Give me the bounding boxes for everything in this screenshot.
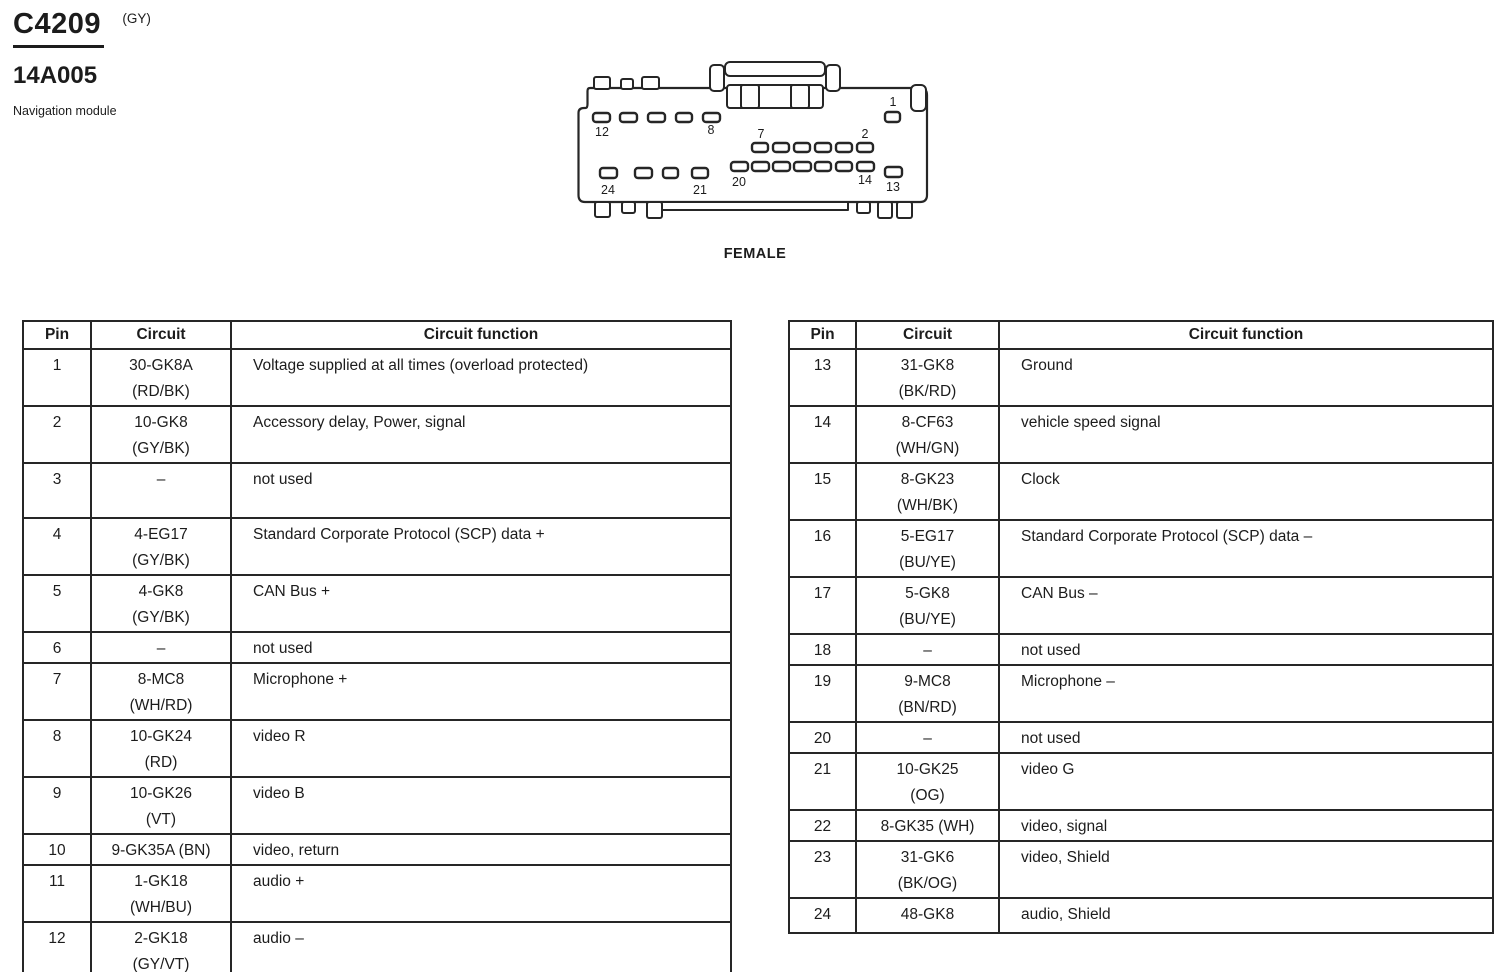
circuit-line: 4-GK8 (138, 583, 184, 600)
pin-cell: 21 (789, 753, 856, 810)
circuit-cell (91, 865, 231, 922)
pin-table-13-24 (788, 320, 1492, 934)
circuit-cell (91, 632, 231, 663)
pin-number-label: 7 (757, 127, 765, 141)
circuit-cell (856, 406, 999, 463)
pin-cell: 1 (23, 349, 91, 406)
pin-number-label: 1 (889, 95, 897, 109)
column-header: Circuit function (999, 321, 1493, 349)
circuit-line: 1-GK18 (134, 873, 188, 890)
circuit-line: (WH/BU) (130, 899, 192, 916)
pin-cell: 10 (23, 834, 91, 865)
table-row (23, 349, 731, 406)
circuit-line: 31-GK8 (900, 357, 955, 374)
table-row (23, 720, 731, 777)
circuit-line: 5-GK8 (905, 585, 950, 602)
column-header: Circuit (856, 321, 999, 349)
pin-number-label: 8 (707, 123, 715, 137)
pin-cell: 3 (23, 463, 91, 518)
circuit-function-cell: Ground (999, 349, 1493, 406)
circuit-function-cell: video G (999, 753, 1493, 810)
pin-cell: 6 (23, 632, 91, 663)
circuit-line: 48-GK8 (900, 906, 955, 923)
table-row (23, 663, 731, 720)
table-row (23, 632, 731, 663)
circuit-line: 30-GK8A (129, 357, 193, 374)
latch (710, 62, 840, 108)
header-row (789, 321, 1493, 349)
table-row (789, 349, 1493, 406)
circuit-function-cell: vehicle speed signal (999, 406, 1493, 463)
circuit-line: (BU/YE) (899, 554, 956, 571)
pin-cell: 17 (789, 577, 856, 634)
circuit-function-cell: video, Shield (999, 841, 1493, 898)
circuit-cell (91, 663, 231, 720)
circuit-function-cell: video B (231, 777, 731, 834)
circuit-line: 10-GK26 (129, 785, 193, 802)
connector-diagram (575, 55, 935, 220)
pin-number-label: 20 (732, 175, 746, 189)
pin-cell: 11 (23, 865, 91, 922)
circuit-cell (91, 777, 231, 834)
pin-cell: 24 (789, 898, 856, 933)
circuit-line: (RD/BK) (132, 383, 190, 400)
circuit-line: 8-GK23 (900, 471, 955, 488)
pin-cell: 18 (789, 634, 856, 665)
table-row (789, 406, 1493, 463)
circuit-cell (91, 922, 231, 972)
circuit-cell (856, 665, 999, 722)
circuit-function-cell: Accessory delay, Power, signal (231, 406, 731, 463)
circuit-line: (BN/RD) (898, 699, 957, 716)
header (13, 8, 151, 48)
circuit-cell (856, 520, 999, 577)
column-header: Pin (789, 321, 856, 349)
circuit-function-cell: Standard Corporate Protocol (SCP) data + (231, 518, 731, 575)
circuit-line: (GY/BK) (132, 609, 190, 626)
circuit-cell (856, 349, 999, 406)
connector-color-code: (GY) (122, 11, 151, 26)
module-name: Navigation module (13, 104, 117, 118)
table-row (789, 841, 1493, 898)
table-row (789, 898, 1493, 933)
circuit-function-cell: audio, Shield (999, 898, 1493, 933)
circuit-cell (91, 575, 231, 632)
pin-cell: 13 (789, 349, 856, 406)
pin-slot-13 (885, 167, 902, 177)
pin-cell: 9 (23, 777, 91, 834)
pin-cell: 19 (789, 665, 856, 722)
circuit-line: 8-CF63 (901, 414, 954, 431)
circuit-line: (BU/YE) (899, 611, 956, 628)
table-row (23, 777, 731, 834)
part-number: 14A005 (13, 62, 98, 89)
circuit-line: (GY/VT) (132, 956, 190, 972)
circuit-cell (856, 577, 999, 634)
pin-cell: 8 (23, 720, 91, 777)
circuit-function-cell: Microphone + (231, 663, 731, 720)
pin-table (22, 320, 732, 972)
circuit-function-cell: not used (999, 722, 1493, 753)
pin-number-label: 12 (595, 125, 609, 139)
circuit-cell (91, 349, 231, 406)
table-row (789, 665, 1493, 722)
circuit-line: 10-GK24 (129, 728, 193, 745)
pin-cell: 2 (23, 406, 91, 463)
table-row (23, 463, 731, 518)
circuit-function-cell: CAN Bus – (999, 577, 1493, 634)
pin-number-label: 14 (858, 173, 872, 187)
top-tabs (594, 77, 659, 89)
bottom-tabs (595, 202, 912, 218)
column-header: Pin (23, 321, 91, 349)
circuit-line: (GY/BK) (132, 552, 190, 569)
circuit-line: 5-EG17 (900, 528, 955, 545)
circuit-line: (RD) (144, 754, 178, 771)
circuit-function-cell: CAN Bus + (231, 575, 731, 632)
circuit-line: 2-GK18 (134, 930, 188, 947)
circuit-function-cell: Clock (999, 463, 1493, 520)
circuit-function-cell: video, signal (999, 810, 1493, 841)
pin-cell: 5 (23, 575, 91, 632)
circuit-line: 10-GK25 (896, 761, 959, 778)
table-row (23, 922, 731, 972)
table-row (789, 634, 1493, 665)
circuit-cell (91, 720, 231, 777)
pin-table (788, 320, 1494, 934)
connector-id: C4209 (13, 8, 104, 48)
circuit-line: – (156, 471, 166, 488)
pin-number-label: 21 (693, 183, 707, 197)
connector-gender-label: FEMALE (723, 246, 787, 262)
table-row (23, 575, 731, 632)
circuit-line: (GY/BK) (132, 440, 190, 457)
circuit-function-cell: not used (999, 634, 1493, 665)
corner-slot (911, 85, 926, 111)
circuit-cell (856, 810, 999, 841)
circuit-cell (856, 898, 999, 933)
pin-cell: 22 (789, 810, 856, 841)
circuit-cell (91, 463, 231, 518)
circuit-line: 9-GK35A (BN) (111, 842, 211, 859)
pin-number-label: 24 (601, 183, 615, 197)
table-row (789, 463, 1493, 520)
circuit-line: – (923, 642, 932, 659)
circuit-line: (BK/OG) (897, 875, 958, 892)
pin-cell: 12 (23, 922, 91, 972)
circuit-function-cell: Microphone – (999, 665, 1493, 722)
circuit-function-cell: video, return (231, 834, 731, 865)
circuit-line: (OG) (910, 787, 945, 804)
pin-cell: 7 (23, 663, 91, 720)
circuit-cell (856, 753, 999, 810)
pin-cell: 23 (789, 841, 856, 898)
circuit-function-cell: audio – (231, 922, 731, 972)
table-row (23, 865, 731, 922)
circuit-line: 10-GK8 (134, 414, 188, 431)
column-header: Circuit function (231, 321, 731, 349)
table-row (789, 810, 1493, 841)
circuit-line: 4-EG17 (134, 526, 188, 543)
pin-cell: 14 (789, 406, 856, 463)
header-row (23, 321, 731, 349)
table-row (789, 722, 1493, 753)
circuit-line: – (923, 730, 932, 747)
circuit-line: (WH/RD) (129, 697, 193, 714)
circuit-cell (91, 406, 231, 463)
pin-cell: 4 (23, 518, 91, 575)
pin-cell: 15 (789, 463, 856, 520)
table-row (789, 753, 1493, 810)
circuit-cell (856, 722, 999, 753)
circuit-line: 8-MC8 (137, 671, 185, 688)
pin-cell: 20 (789, 722, 856, 753)
circuit-function-cell: audio + (231, 865, 731, 922)
table-row (789, 520, 1493, 577)
circuit-line: 31-GK6 (900, 849, 955, 866)
pin-cell: 16 (789, 520, 856, 577)
circuit-function-cell: Voltage supplied at all times (overload protected) (231, 349, 731, 406)
circuit-function-cell: not used (231, 463, 731, 518)
circuit-function-cell: not used (231, 632, 731, 663)
table-row (23, 834, 731, 865)
circuit-function-cell: video R (231, 720, 731, 777)
pin-number-label: 13 (886, 180, 900, 194)
circuit-cell (856, 841, 999, 898)
circuit-line: – (156, 640, 166, 657)
table-row (789, 577, 1493, 634)
circuit-cell (856, 463, 999, 520)
table-row (23, 406, 731, 463)
circuit-line: (BK/RD) (898, 383, 957, 400)
circuit-function-cell: Standard Corporate Protocol (SCP) data – (999, 520, 1493, 577)
circuit-line: 8-GK35 (WH) (880, 818, 975, 835)
circuit-line: (WH/GN) (895, 440, 960, 457)
column-header: Circuit (91, 321, 231, 349)
circuit-line: (VT) (145, 811, 177, 828)
pin-row-bottom-right (731, 162, 874, 171)
circuit-line: (WH/BK) (896, 497, 959, 514)
circuit-cell (856, 634, 999, 665)
circuit-cell (91, 834, 231, 865)
pin-slot-1 (885, 112, 900, 122)
table-row (23, 518, 731, 575)
pin-table-1-12 (22, 320, 730, 972)
pin-number-label: 2 (861, 127, 869, 141)
circuit-cell (91, 518, 231, 575)
circuit-line: 9-MC8 (904, 673, 951, 690)
